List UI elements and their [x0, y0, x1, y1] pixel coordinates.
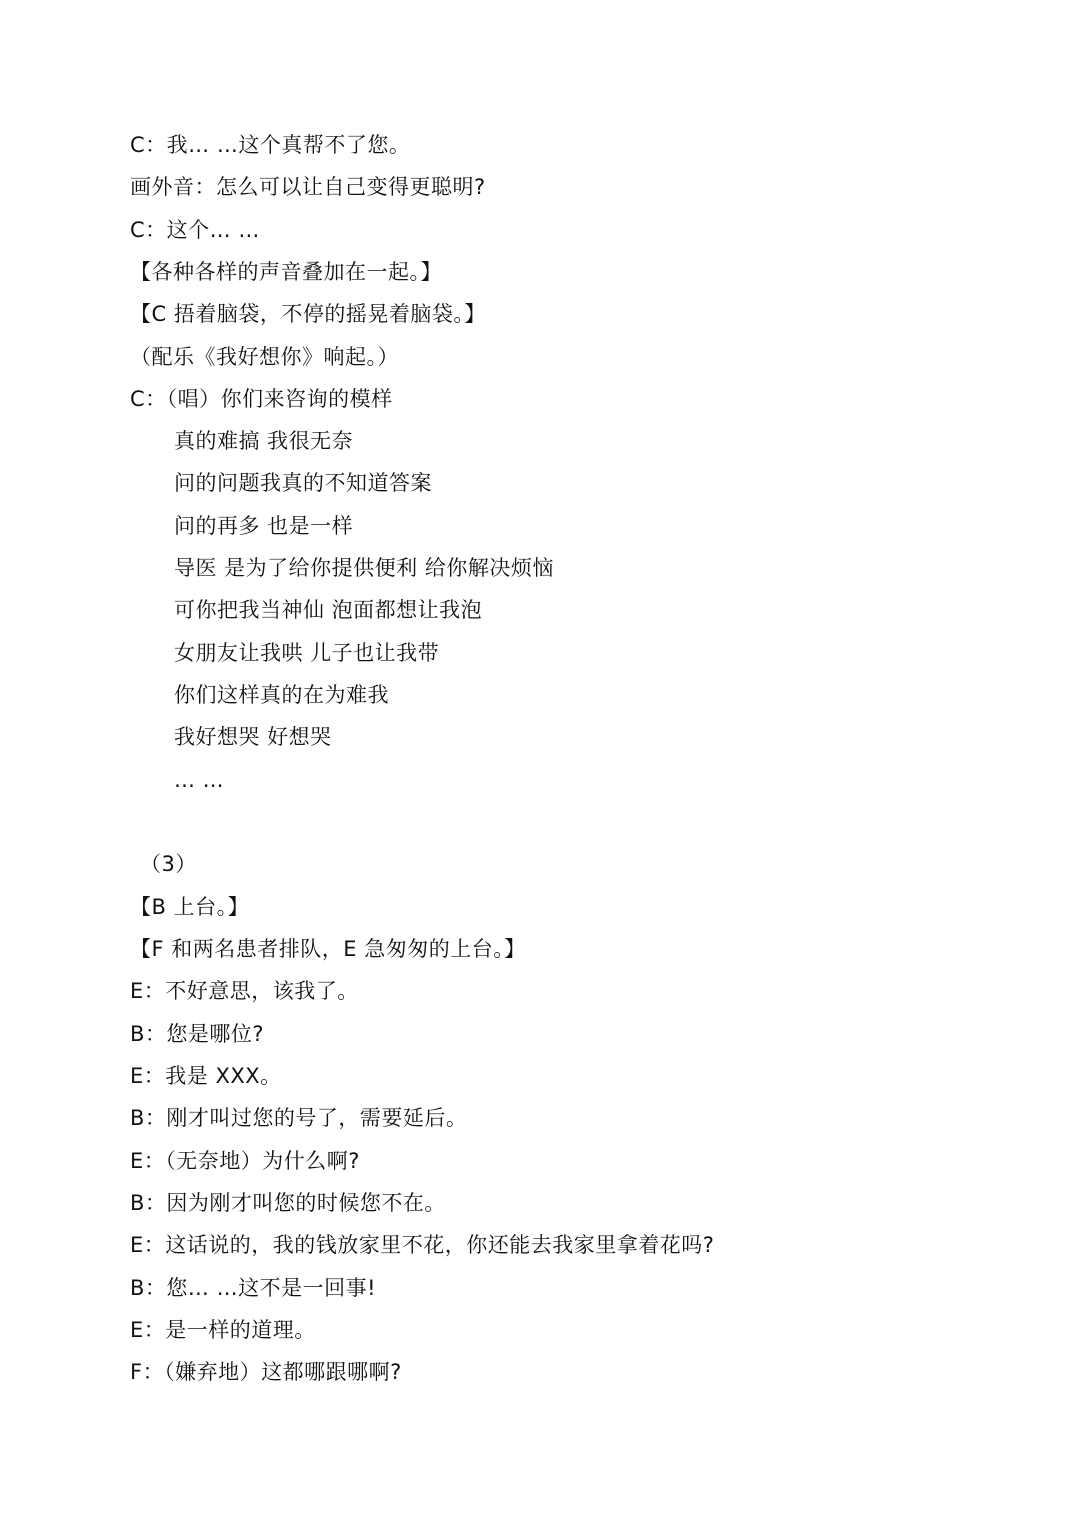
- dialogue-line: E：这话说的，我的钱放家里不花，你还能去我家里拿着花吗?: [130, 1233, 715, 1257]
- dialogue-line: C：这个… …: [130, 218, 260, 242]
- lyric-line: 女朋友让我哄 儿子也让我带: [174, 641, 440, 665]
- scene-number: （3）: [140, 852, 197, 876]
- dialogue-line: 画外音：怎么可以让自己变得更聪明?: [130, 175, 486, 199]
- dialogue-line: E：（无奈地）为什么啊?: [130, 1149, 360, 1173]
- dialogue-line: E：不好意思，该我了。: [130, 979, 359, 1003]
- lyric-line: 可你把我当神仙 泡面都想让我泡: [174, 598, 483, 622]
- lyric-line: 问的再多 也是一样: [174, 514, 354, 538]
- dialogue-line: E：是一样的道理。: [130, 1318, 316, 1342]
- lyric-line: 问的问题我真的不知道答案: [174, 471, 432, 495]
- lyric-line: 你们这样真的在为难我: [174, 683, 389, 707]
- dialogue-line: B：刚才叫过您的号了，需要延后。: [130, 1106, 468, 1130]
- lyric-line: … …: [174, 768, 225, 792]
- stage-direction: 【F 和两名患者排队，E 急匆匆的上台。】: [130, 937, 526, 961]
- lyric-line: 真的难搞 我很无奈: [174, 429, 354, 453]
- dialogue-line: B：您… …这不是一回事!: [130, 1276, 376, 1300]
- dialogue-line: C：我… …这个真帮不了您。: [130, 133, 411, 157]
- dialogue-line: B：您是哪位?: [130, 1022, 265, 1046]
- dialogue-line: E：我是 XXX。: [130, 1064, 282, 1088]
- music-cue: （配乐《我好想你》响起。）: [130, 345, 399, 369]
- lyric-line: 我好想哭 好想哭: [174, 725, 332, 749]
- stage-direction: 【B 上台。】: [130, 895, 250, 919]
- dialogue-line: C：（唱）你们来咨询的模样: [130, 387, 393, 411]
- stage-direction: 【C 捂着脑袋，不停的摇晃着脑袋。】: [130, 302, 486, 326]
- stage-direction: 【各种各样的声音叠加在一起。】: [130, 260, 442, 284]
- dialogue-line: B：因为刚才叫您的时候您不在。: [130, 1191, 446, 1215]
- dialogue-line: F：（嫌弃地）这都哪跟哪啊?: [130, 1360, 402, 1384]
- lyric-line: 导医 是为了给你提供便利 给你解决烦恼: [174, 556, 554, 580]
